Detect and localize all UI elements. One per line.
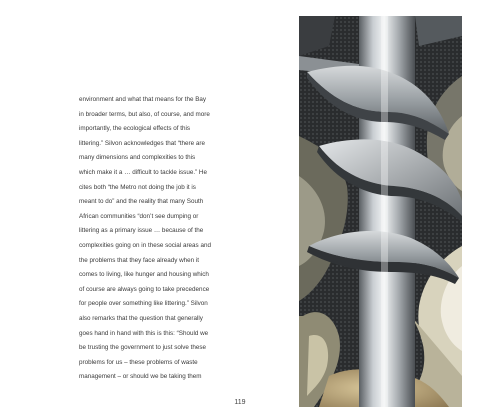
text-line: cites both “the Metro not doing the job it is [79, 183, 196, 191]
text-line: comes to living, like hunger and housing which [79, 271, 209, 279]
text-line: environment and what that means for the Bay [79, 96, 207, 103]
text-line: complexities going on in these social areas and [79, 241, 211, 249]
text-line: littering.” Silvon acknowledges that “there are [79, 139, 206, 147]
page-number: 119 [234, 399, 246, 406]
text-line: many dimensions and complexities to this [79, 154, 196, 162]
text-line: littering as a primary issue … because of the [79, 227, 204, 235]
text-line: in broader terms, but also, of course, and more [79, 110, 210, 118]
text-line: management – or should we be taking them [79, 373, 202, 381]
text-line: African communities “don’t see dumping or [79, 212, 199, 220]
text-line: for people over something like littering.” Silvon [79, 300, 208, 308]
text-line: goes hand in hand with this is this: “Should we [79, 329, 209, 337]
text-line: meant to do” and the reality that many South [79, 198, 204, 206]
body-text [79, 93, 279, 385]
text-line: which make it a … difficult to tackle issue.” He [79, 168, 207, 176]
text-line: be trusting the government to just solve these [79, 344, 207, 352]
litter-trap-auger-photo [299, 16, 462, 407]
text-line: problems for us – these problems of waste [79, 358, 198, 366]
text-line: the problems that they face already when it [79, 256, 200, 264]
text-line: also remarks that the question that generally [79, 314, 203, 322]
text-line: importantly, the ecological effects of this [79, 125, 191, 133]
text-line: of course are always going to take precedence [79, 285, 210, 293]
